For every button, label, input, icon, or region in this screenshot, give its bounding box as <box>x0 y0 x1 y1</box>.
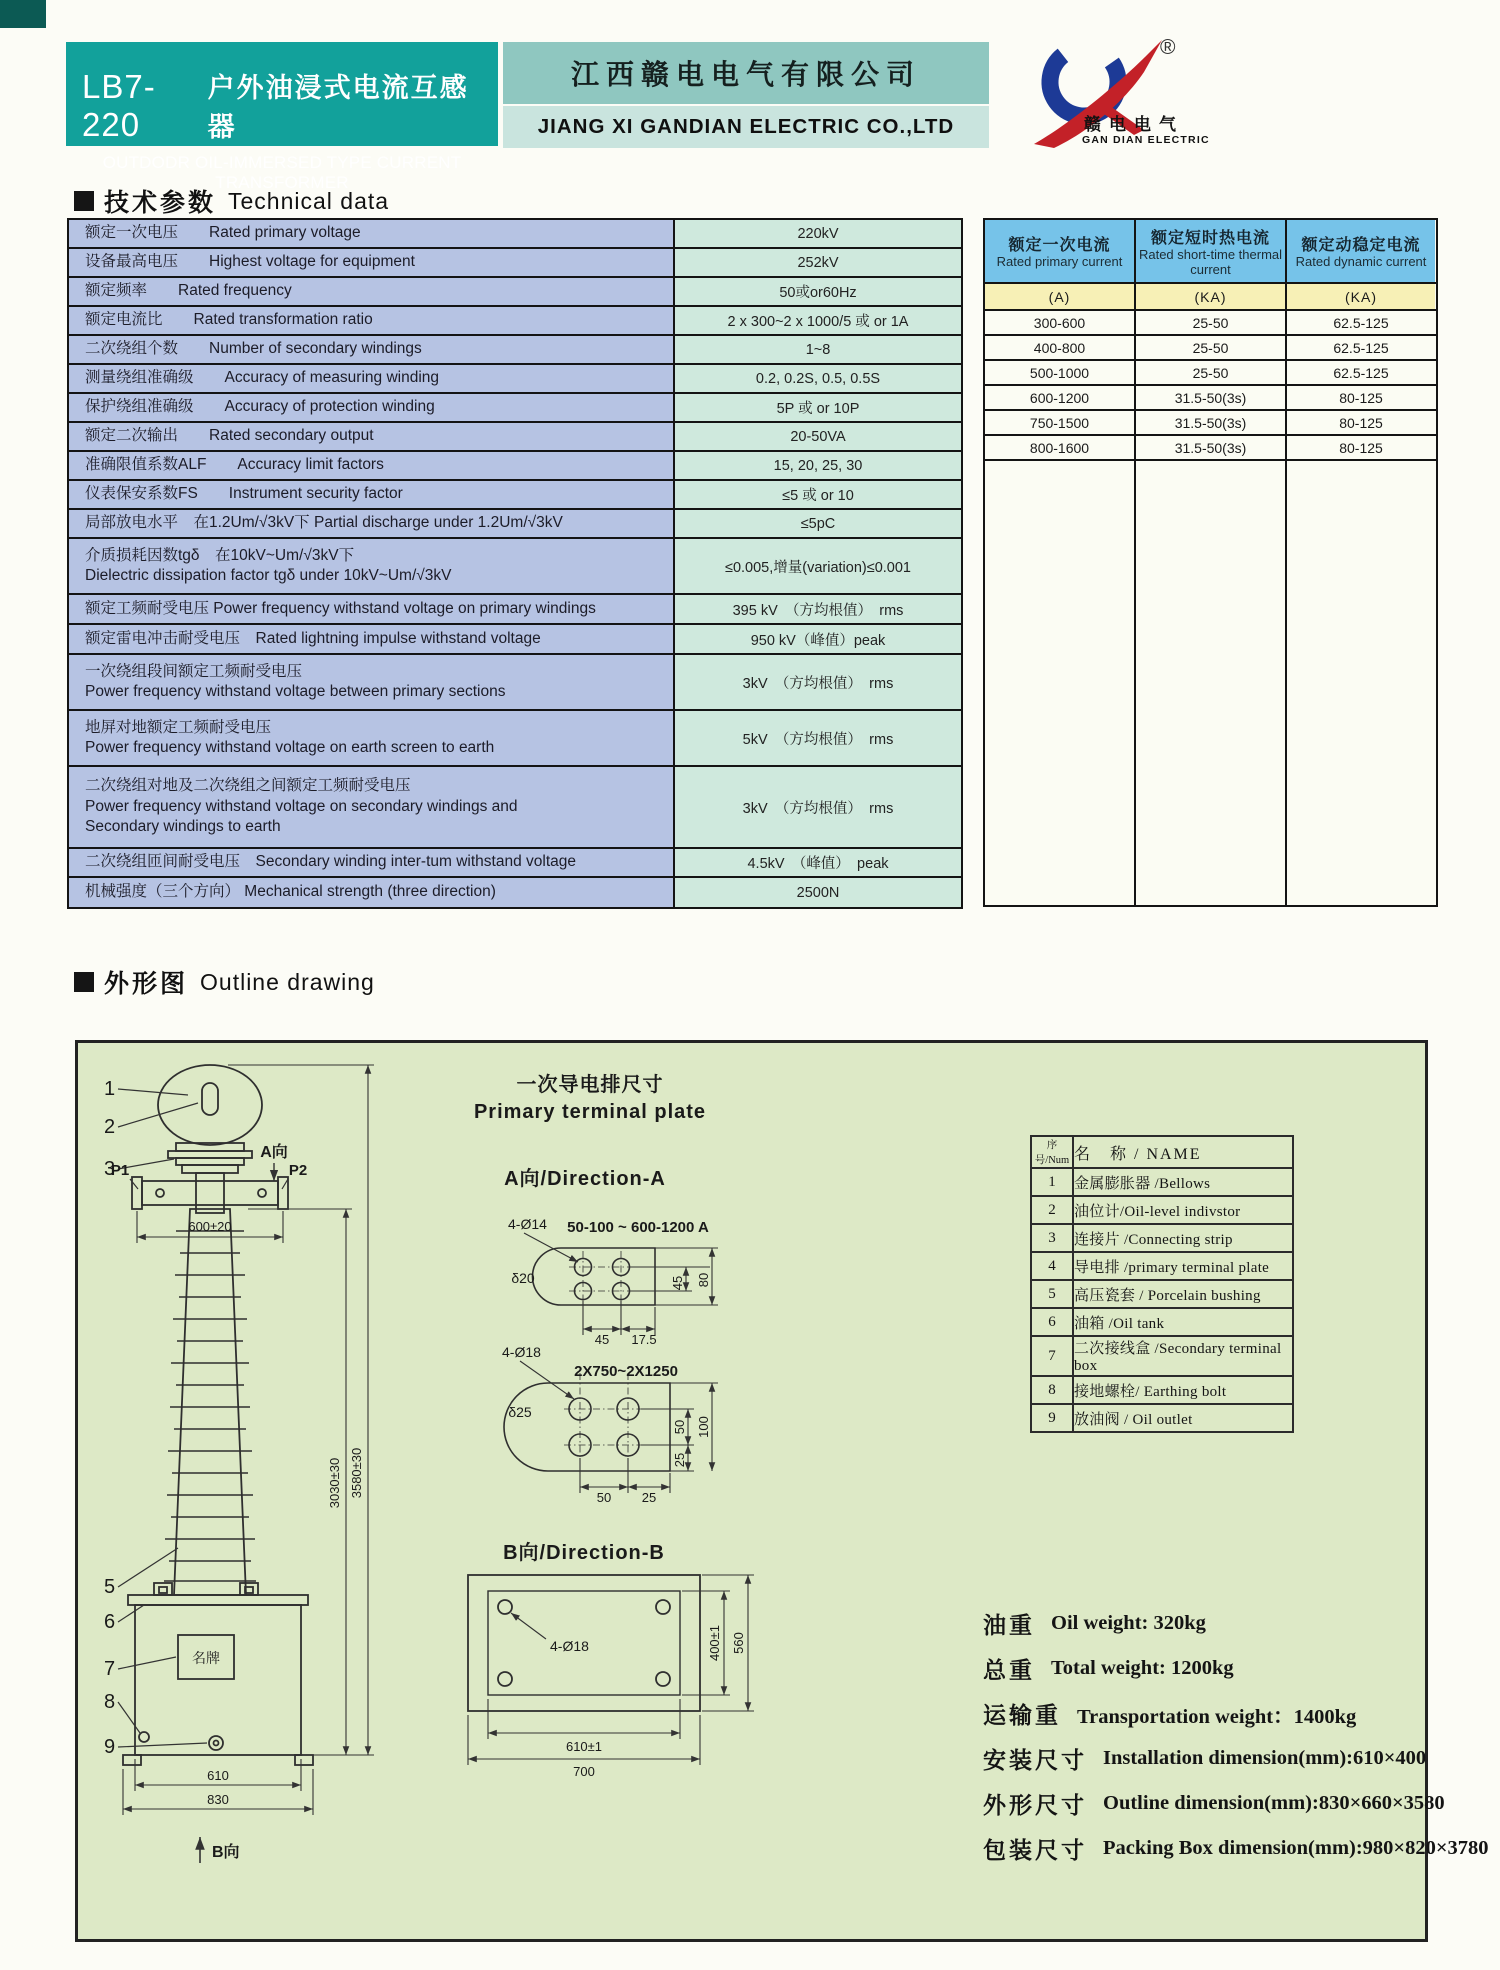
table-row: 800-1600 31.5-50(3s) 80-125 <box>985 436 1436 461</box>
plate-a-range-label: 50-100 ~ 600-1200 A <box>567 1219 709 1236</box>
callout-1: 1 <box>104 1078 116 1100</box>
plate-b-dim-25v: 25 <box>672 1452 687 1468</box>
callout-leader-lines <box>118 1089 288 1747</box>
view-b-dim-400: 400±1 <box>707 1624 722 1662</box>
parts-row: 9 放油阀 / Oil outlet <box>1031 1404 1293 1432</box>
table-row: 额定频率 Rated frequency 50或or60Hz <box>69 278 961 307</box>
terminal-p2-label: P2 <box>288 1162 308 1179</box>
dim-830: 830 <box>207 1792 229 1807</box>
plate-a-thickness: δ20 <box>511 1270 535 1286</box>
current-table-header: 额定一次电流 Rated primary current 额定短时热电流 Rated short-time thermal current 额定动稳定电流 Rated dynamic current <box>985 220 1436 284</box>
outline-section-title <box>74 964 375 1000</box>
parts-row: 6 油箱 /Oil tank <box>1031 1308 1293 1336</box>
view-b-dim-700: 700 <box>573 1764 595 1779</box>
spec-line: 运输重 Transportation weight：1400kg <box>983 1703 1357 1728</box>
logo-text-en: GAN DIAN ELECTRIC <box>1082 134 1210 146</box>
current-table-units-row: (A) (KA) (KA) <box>985 284 1436 311</box>
plate-a-dim-45h: 45 <box>594 1332 610 1347</box>
plate-b-range-label: 2X750~2X1250 <box>574 1363 678 1380</box>
plate-title-en: Primary terminal plate <box>473 1101 707 1123</box>
parts-row: 4 导电排 /primary terminal plate <box>1031 1252 1293 1280</box>
outline-drawing-panel <box>75 1040 1489 1942</box>
plate-a-view <box>533 1248 656 1307</box>
spec-line: 油重 Oil weight: 320kg <box>983 1612 1206 1638</box>
plate-title-cn: 一次导电排尺寸 <box>516 1074 664 1096</box>
weight-dimension-specs <box>983 1601 1489 1871</box>
parts-row: 7 二次接线盒 /Secondary terminal box <box>1031 1336 1293 1376</box>
table-row: 一次绕组段间额定工频耐受电压 Power frequency withstand voltage between primary sections 3kV （方均根值） rms <box>69 655 961 711</box>
direction-b-arrow-label: B向 <box>212 1844 240 1861</box>
product-title-en: OUTDODR OIL-IMMERSED TYPE CURRENT TRANSFORMER <box>102 153 462 192</box>
outline-title-en: Outline drawing <box>200 968 375 995</box>
plate-a-holes-label: 4-Ø14 <box>508 1216 547 1232</box>
plate-b-view <box>504 1373 670 1481</box>
parts-header-row: 序号/Num 名 称 / NAME <box>1031 1136 1293 1168</box>
parts-row: 3 连接片 /Connecting strip <box>1031 1224 1293 1252</box>
company-name-en: JIANG XI GANDIAN ELECTRIC CO.,LTD <box>503 106 989 148</box>
table-row: 局部放电水平 在1.2Um/√3kV下 Partial discharge under 1.2Um/√3kV ≤5pC <box>69 510 961 539</box>
model-number: LB7-220 <box>82 68 156 143</box>
parts-list-table <box>1030 1135 1294 1433</box>
view-b-dim-560: 560 <box>731 1632 746 1654</box>
technical-data-table <box>67 218 963 909</box>
dim-600: 600±20 <box>188 1219 232 1234</box>
table-row: 设备最高电压 Highest voltage for equipment 252kV <box>69 249 961 278</box>
direction-b-view-title: B向/Direction-B <box>503 1542 665 1564</box>
direction-a-arrow-label: A向 <box>260 1144 288 1161</box>
table-row: 测量绕组准确级 Accuracy of measuring winding 0.2, 0.2S, 0.5, 0.5S <box>69 365 961 394</box>
tech-title-en: Technical data <box>228 187 390 214</box>
table-row: 介质损耗因数tgδ 在10kV~Um/√3kV下 Dielectric dissipation factor tgδ under 10kV~Um/√3kV ≤0.005,增量(variation)≤0.001 <box>69 539 961 595</box>
parts-row: 5 高压瓷套 / Porcelain bushing <box>1031 1280 1293 1308</box>
direction-a-view-title: A向/Direction-A <box>504 1168 666 1190</box>
callout-8: 8 <box>104 1691 116 1713</box>
dim-3580: 3580±30 <box>349 1447 364 1499</box>
plate-a-dim-175: 17.5 <box>631 1332 657 1347</box>
plate-b-holes-label: 4-Ø18 <box>502 1344 541 1360</box>
table-row: 400-800 25-50 62.5-125 <box>985 336 1436 361</box>
company-name-cn: 江西赣电电气有限公司 <box>503 42 989 104</box>
tech-section-title <box>74 183 389 219</box>
table-row: 500-1000 25-50 62.5-125 <box>985 361 1436 386</box>
table-row: 地屏对地额定工频耐受电压 Power frequency withstand voltage on earth screen to earth 5kV （方均根值） rms <box>69 711 961 767</box>
table-row: 机械强度（三个方向） Mechanical strength (three direction) 2500N <box>69 878 961 907</box>
table-row: 额定一次电压 Rated primary voltage 220kV <box>69 220 961 249</box>
table-row: 二次绕组个数 Number of secondary windings 1~8 <box>69 336 961 365</box>
table-row: 仪表保安系数FS Instrument security factor ≤5 或 or 10 <box>69 481 961 510</box>
plate-b-thickness: δ25 <box>508 1404 532 1420</box>
product-title-row <box>66 42 498 144</box>
table-row: 准确限值系数ALF Accuracy limit factors 15, 20, 25, 30 <box>69 452 961 481</box>
table-row: 额定电流比 Rated transformation ratio 2 x 300~2 x 1000/5 或 or 1A <box>69 307 961 336</box>
table-row: 600-1200 31.5-50(3s) 80-125 <box>985 386 1436 411</box>
terminal-p1-label: P1 <box>110 1162 130 1179</box>
plate-b-dim-100: 100 <box>696 1416 711 1438</box>
company-logo <box>1012 36 1242 156</box>
rated-current-table <box>983 218 1438 907</box>
logo-text-cn: 赣电电气 <box>1084 115 1184 134</box>
dim-610: 610 <box>207 1768 229 1783</box>
dim-3030: 3030±30 <box>327 1457 342 1509</box>
square-bullet-icon <box>74 191 94 211</box>
parts-row: 2 油位计/Oil-level indivstor <box>1031 1196 1293 1224</box>
callout-2: 2 <box>104 1116 116 1138</box>
spec-line: 外形尺寸 Outline dimension(mm):830×660×3580 <box>983 1792 1445 1818</box>
table-row: 二次绕组匝间耐受电压 Secondary winding inter-tum withstand voltage 4.5kV （峰值） peak <box>69 849 961 878</box>
parts-row: 8 接地螺栓/ Earthing bolt <box>1031 1376 1293 1404</box>
table-row: 额定工频耐受电压 Power frequency withstand voltage on primary windings 395 kV （方均根值） rms <box>69 595 961 625</box>
spec-line: 包装尺寸 Packing Box dimension(mm):980×820×3780 <box>983 1837 1489 1863</box>
callout-3: 3 <box>104 1158 116 1180</box>
view-b-holes-label: 4-Ø18 <box>550 1638 589 1654</box>
plate-b-dimension-lines <box>520 1361 718 1493</box>
plate-a-dim-80: 80 <box>696 1272 711 1288</box>
page-corner-mark <box>0 0 46 28</box>
spec-line: 安装尺寸 Installation dimension(mm):610×400 <box>983 1747 1427 1773</box>
registered-trademark-icon: ® <box>1160 36 1176 59</box>
plate-b-dim-50h: 50 <box>596 1490 612 1505</box>
view-b-dim-610: 610±1 <box>565 1739 603 1754</box>
callout-7: 7 <box>104 1658 116 1680</box>
callout-6: 6 <box>104 1611 116 1633</box>
table-row: 二次绕组对地及二次绕组之间额定工频耐受电压 Power frequency withstand voltage on secondary windings and Secondary windings to earth 3kV （方均根值） rms <box>69 767 961 849</box>
table-row: 保护绕组准确级 Accuracy of protection winding 5P 或 or 10P <box>69 394 961 423</box>
outline-title-cn: 外形图 <box>104 970 189 998</box>
company-header <box>503 42 989 148</box>
table-row: 750-1500 31.5-50(3s) 80-125 <box>985 411 1436 436</box>
callout-9: 9 <box>104 1736 116 1758</box>
plate-b-dim-50v: 50 <box>672 1419 687 1435</box>
table-row: 300-600 25-50 62.5-125 <box>985 311 1436 336</box>
nameplate-label: 名牌 <box>192 1650 220 1666</box>
callout-5: 5 <box>104 1576 116 1598</box>
plate-a-dim-45v: 45 <box>670 1275 685 1291</box>
tech-title-cn: 技术参数 <box>104 189 217 217</box>
table-row: 额定二次输出 Rated secondary output 20-50VA <box>69 423 961 452</box>
spec-line: 总重 Total weight: 1200kg <box>983 1657 1234 1683</box>
square-bullet-icon <box>74 972 94 992</box>
product-header <box>66 42 498 192</box>
table-row: 额定雷电冲击耐受电压 Rated lightning impulse withstand voltage 950 kV（峰值）peak <box>69 625 961 655</box>
plate-b-dim-25h: 25 <box>641 1490 657 1505</box>
parts-row: 1 金属膨胀器 /Bellows <box>1031 1168 1293 1196</box>
product-title-cn: 户外油浸式电流互感器 <box>207 73 469 142</box>
current-table-empty-area <box>985 461 1436 905</box>
